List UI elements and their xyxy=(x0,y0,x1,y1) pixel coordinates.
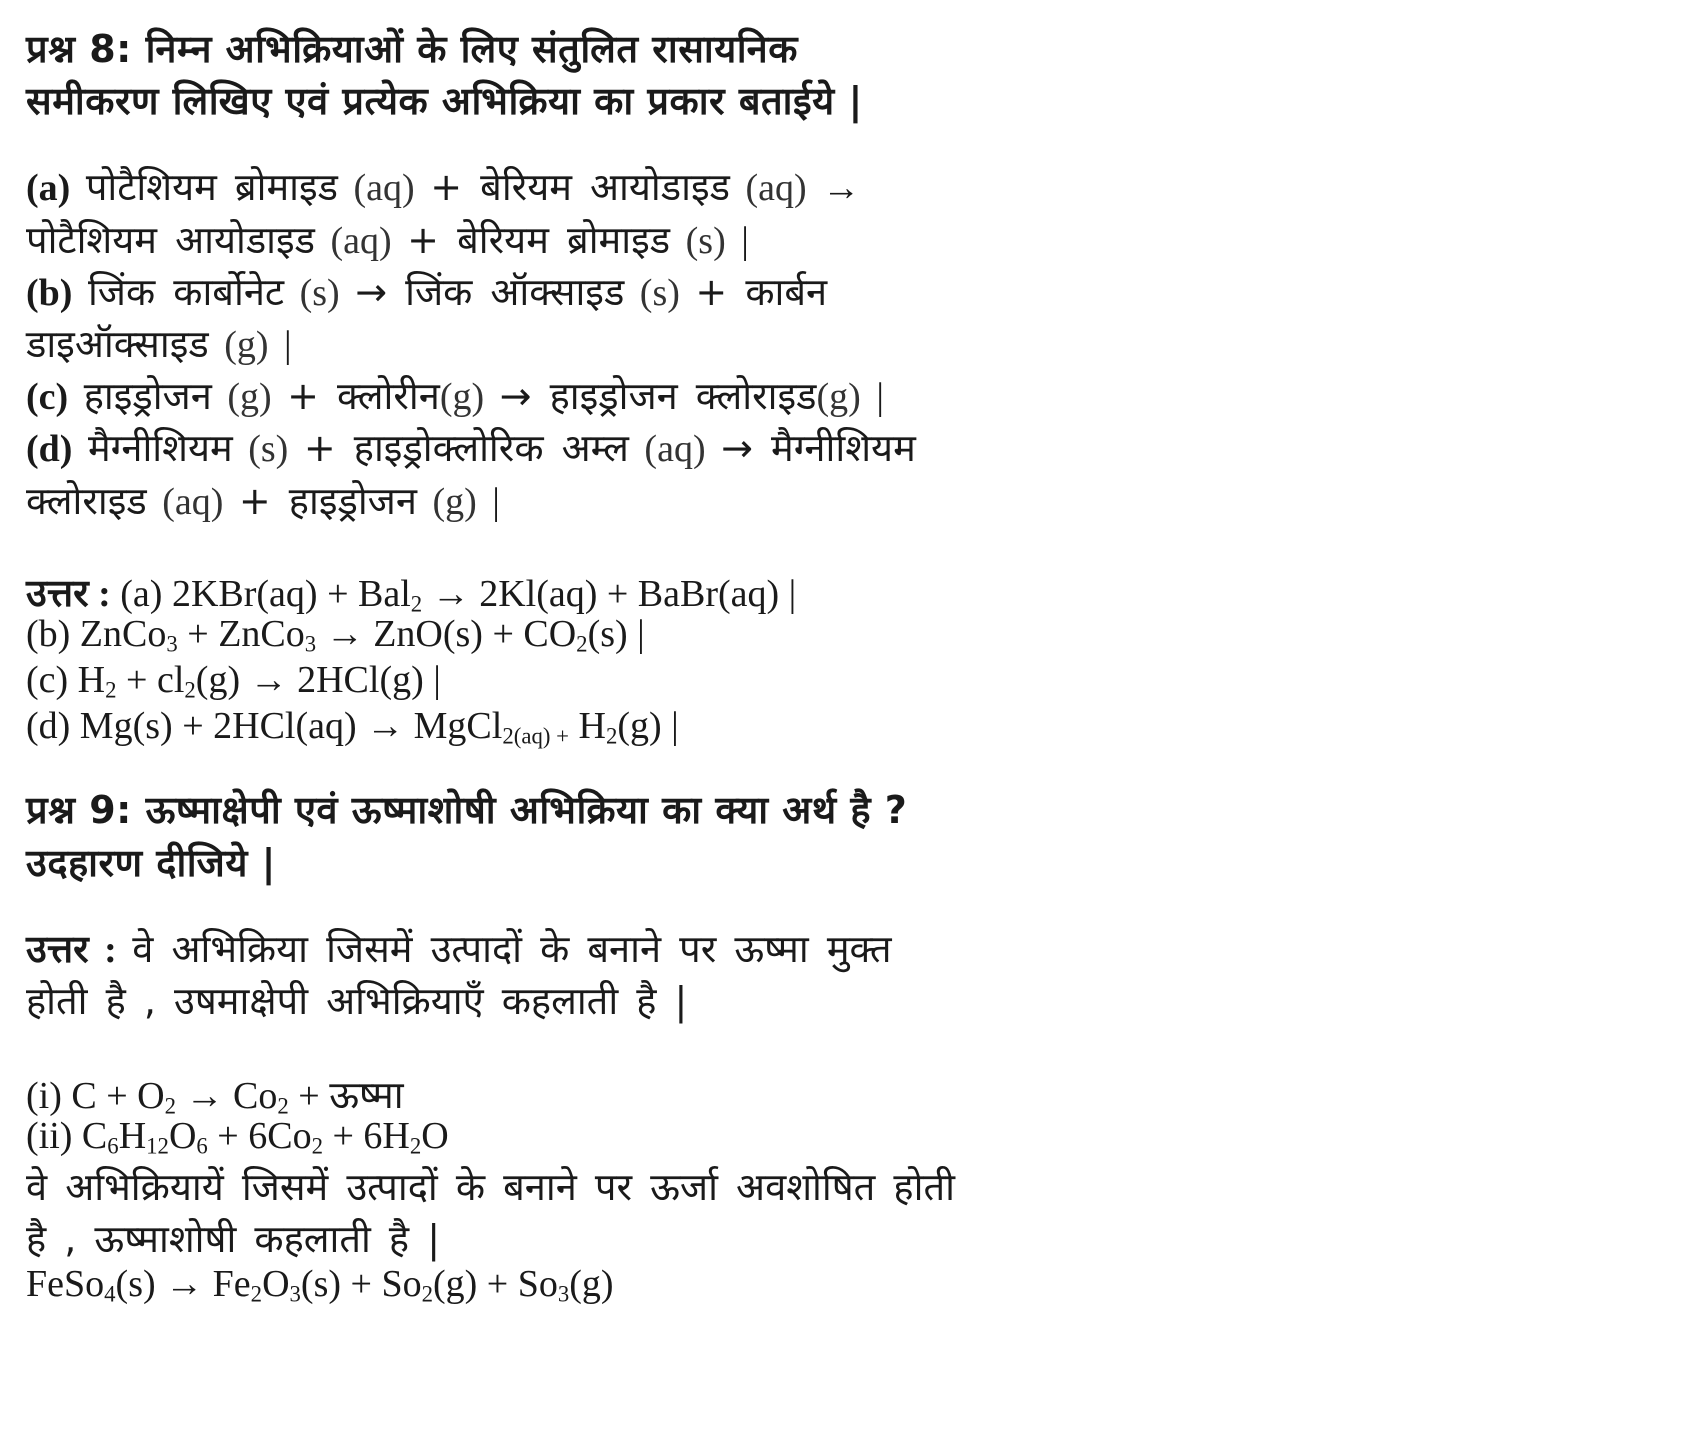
q8-part-a-line-1 xyxy=(26,160,860,212)
arrow: → xyxy=(822,167,861,209)
question-9-line-2: उदहारण दीजिये | xyxy=(26,841,276,885)
answer-8-line-c xyxy=(26,658,441,702)
answer-9-line-4: है , ऊष्माशोषी कहलाती है | xyxy=(26,1217,440,1261)
subscript: 2 xyxy=(277,1093,289,1119)
question-8-line-1: प्रश्न 8: निम्न अभिक्रियाओं के लिए संतुलित रासायनिक xyxy=(26,27,798,71)
text: डाइऑक्साइड xyxy=(26,322,209,366)
subscript: 2 xyxy=(164,1093,176,1119)
equation: (g) + So xyxy=(433,1263,558,1305)
bar: | xyxy=(876,376,884,418)
equation: H xyxy=(569,705,606,747)
state: (s) xyxy=(299,272,340,314)
answer-9-eq-feso4 xyxy=(26,1262,614,1306)
answer-9-eq-i xyxy=(26,1068,404,1120)
equation: + xyxy=(288,1075,330,1117)
answer-9-eq-ii xyxy=(26,1114,449,1158)
part-b-label: (b) xyxy=(26,272,73,314)
answer-8-line-a xyxy=(26,566,796,618)
equation: H xyxy=(118,1115,147,1157)
answer-8-line-b xyxy=(26,612,645,656)
answer-9-line-2: होती है , उषमाक्षेपी अभिक्रियाएँ कहलाती है | xyxy=(26,979,688,1023)
subscript: 2 xyxy=(410,591,423,617)
q8-part-c-line-1 xyxy=(26,369,884,421)
subscript: 3 xyxy=(557,1281,570,1307)
subscript: 3 xyxy=(166,631,178,657)
state: (g) xyxy=(432,481,477,523)
text: पोटैशियम ब्रोमाइड xyxy=(85,165,339,209)
text: जिंक कार्बोनेट xyxy=(87,270,285,314)
answer-label: उत्तर xyxy=(26,927,89,971)
state: (g) xyxy=(816,376,861,418)
subscript: 2 xyxy=(605,723,618,749)
text: मैग्नीशियम xyxy=(87,426,233,470)
equation: (g) | xyxy=(617,705,679,747)
subscript: 6 xyxy=(107,1133,119,1159)
state: (aq) xyxy=(330,220,392,262)
part-a-label: (a) xyxy=(26,167,71,209)
text: + हाइड्रोक्लोरिक अम्ल xyxy=(303,426,629,470)
subscript: 2 xyxy=(250,1281,263,1307)
state: (aq) xyxy=(745,167,807,209)
answer-9-line-3: वे अभिक्रियायें जिसमें उत्पादों के बनाने पर ऊर्जा अवशोषित होती xyxy=(26,1165,955,1209)
state: (s) xyxy=(639,272,680,314)
answer-label: उत्तर xyxy=(26,571,89,615)
state: (g) xyxy=(439,376,485,418)
equation: O xyxy=(262,1263,290,1305)
subscript: 2 xyxy=(421,1281,433,1307)
heat-word: ऊष्मा xyxy=(329,1073,404,1117)
subscript: 4 xyxy=(104,1281,116,1307)
answer-8-line-d xyxy=(26,704,679,748)
bar: | xyxy=(741,220,749,262)
q8-part-b-line-1 xyxy=(26,265,827,317)
equation: (s) + So xyxy=(300,1263,422,1305)
text: हाइड्रोजन xyxy=(83,374,212,418)
q8-part-b-line-2 xyxy=(26,317,292,369)
equation: (c) H xyxy=(26,659,106,701)
part-d-label: (d) xyxy=(26,428,73,470)
equation: + 6H xyxy=(322,1115,410,1157)
equation: (i) C + O xyxy=(26,1075,165,1117)
equation: (g) → 2HCl(g) | xyxy=(195,659,441,701)
text: → मैग्नीशियम xyxy=(721,426,916,470)
text: वे अभिक्रिया जिसमें उत्पादों के बनाने पर ऊष्मा मुक्त xyxy=(132,927,892,971)
equation: (d) Mg(s) + 2HCl(aq) → MgCl xyxy=(26,705,503,747)
colon: : xyxy=(98,573,111,615)
equation: (s) → Fe xyxy=(115,1263,251,1305)
text: क्लोराइड xyxy=(26,479,147,523)
state: (aq) xyxy=(162,481,224,523)
state: (s) xyxy=(248,428,289,470)
text: + बेरियम आयोडाइड xyxy=(430,165,730,209)
text: पोटैशियम आयोडाइड xyxy=(26,218,315,262)
text: + बेरियम ब्रोमाइड xyxy=(407,218,671,262)
q8-part-d-line-2 xyxy=(26,474,500,526)
equation: → Co xyxy=(176,1075,278,1117)
text: + क्लोरीन xyxy=(287,374,440,418)
equation: → 2Kl(aq) + BaBr(aq) | xyxy=(422,573,797,615)
equation: O xyxy=(421,1115,449,1157)
equation: + 6Co xyxy=(207,1115,312,1157)
subscript: 2 xyxy=(409,1133,422,1159)
equation: (a) 2KBr(aq) + Bal xyxy=(120,573,411,615)
state: (aq) xyxy=(353,167,415,209)
answer-9-line-1 xyxy=(26,922,892,974)
question-9-line-1: प्रश्न 9: ऊष्माक्षेपी एवं ऊष्माशोषी अभिक्रिया का क्या अर्थ है ? xyxy=(26,788,908,832)
equation: (ii) C xyxy=(26,1115,108,1157)
equation: (s) | xyxy=(587,613,645,655)
subscript: 3 xyxy=(289,1281,301,1307)
text: + हाइड्रोजन xyxy=(238,479,417,523)
state: (g) xyxy=(227,376,272,418)
part-c-label: (c) xyxy=(26,376,69,418)
subscript: 2(aq) + xyxy=(502,723,569,749)
subscript: 2 xyxy=(184,677,196,703)
equation: (g) xyxy=(569,1263,614,1305)
state: (s) xyxy=(685,220,726,262)
subscript: 12 xyxy=(146,1133,169,1159)
subscript: 6 xyxy=(196,1133,208,1159)
colon: : xyxy=(104,929,117,971)
subscript: 2 xyxy=(105,677,117,703)
state: (aq) xyxy=(644,428,706,470)
bar: | xyxy=(492,481,500,523)
bar: | xyxy=(284,324,292,366)
q8-part-d-line-1 xyxy=(26,421,916,473)
state: (g) xyxy=(224,324,269,366)
equation: → ZnO(s) + CO xyxy=(316,613,577,655)
equation: FeSo xyxy=(26,1263,105,1305)
equation: + ZnCo xyxy=(177,613,305,655)
subscript: 2 xyxy=(576,631,588,657)
text: → जिंक ऑक्साइड xyxy=(355,270,625,314)
text: + कार्बन xyxy=(695,270,828,314)
q8-part-a-line-2 xyxy=(26,213,749,265)
equation: + cl xyxy=(116,659,185,701)
text: → हाइड्रोजन क्लोराइड xyxy=(499,374,817,418)
equation: O xyxy=(168,1115,197,1157)
question-8-line-2: समीकरण लिखिए एवं प्रत्येक अभिक्रिया का प्रकार बताईये | xyxy=(26,79,863,123)
subscript: 2 xyxy=(311,1133,323,1159)
subscript: 3 xyxy=(304,631,317,657)
equation: (b) ZnCo xyxy=(26,613,167,655)
